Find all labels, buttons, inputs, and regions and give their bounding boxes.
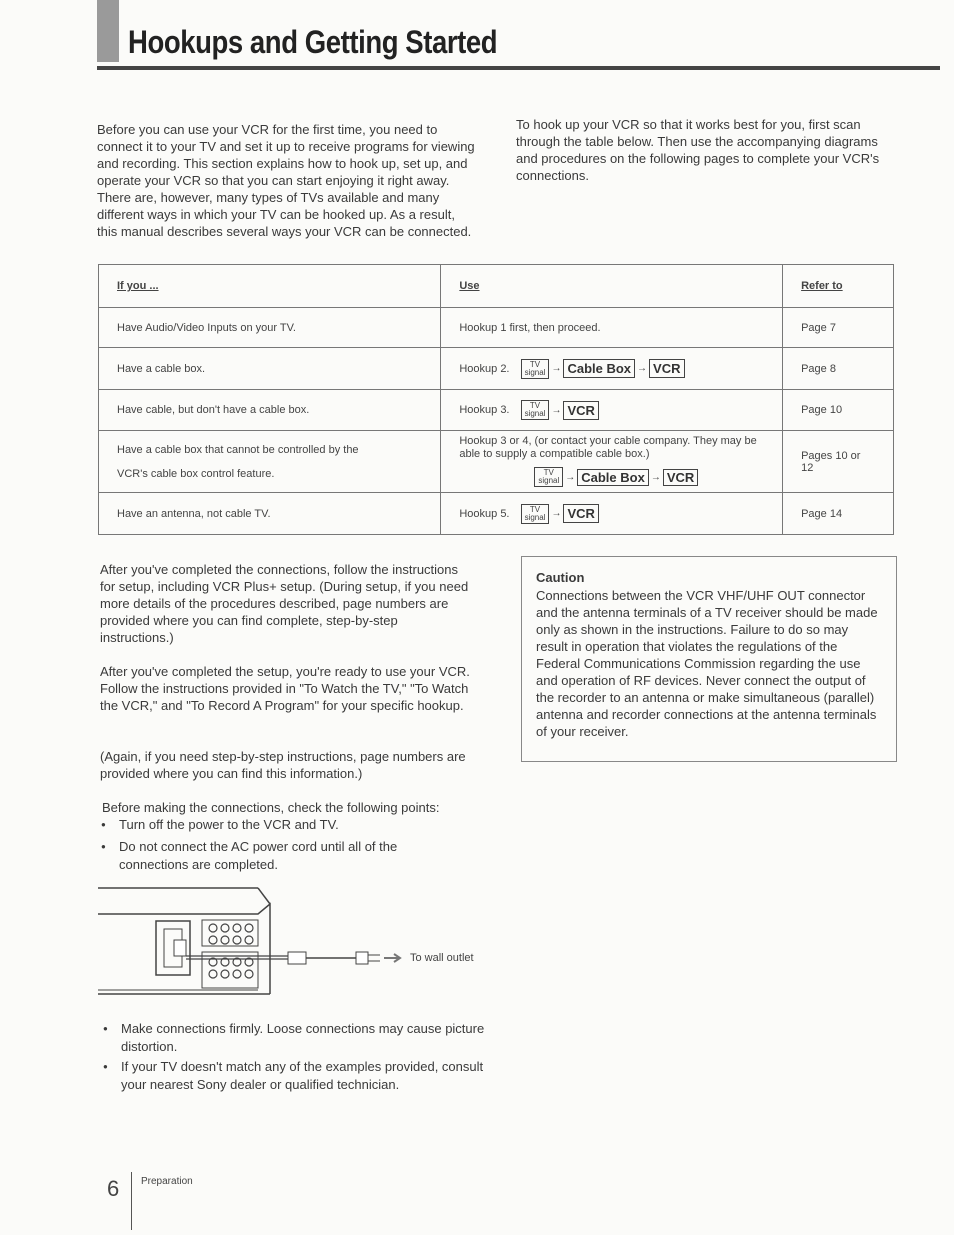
col-header-if: If you ... <box>99 265 441 308</box>
col-header-use: Use <box>441 265 783 308</box>
hookup-label: Hookup 2. <box>459 362 510 375</box>
list-item: ● If your TV doesn't match any of the examples provided, consult your nearest Sony dealer or qualified technician. <box>101 1058 491 1094</box>
signal-flow <box>534 467 698 487</box>
cell-if: Have a cable box. <box>99 348 441 390</box>
table-row <box>99 493 894 535</box>
cell-refer: Pages 10 or 12 <box>783 431 894 493</box>
caution-box <box>521 556 897 762</box>
cell-refer: Page 8 <box>783 348 894 390</box>
page-title: Hookups and Getting Started <box>128 24 498 60</box>
list-item: ● Make connections firmly. Loose connections may cause picture distortion. <box>101 1020 491 1056</box>
cell-refer: Page 14 <box>783 493 894 535</box>
usage-paragraph: After you've completed the setup, you're ready to use your VCR. Follow the instructions provided in "To Watch the TV," "To Watch the VCR," and "To Record A Program" for your specific hookup. <box>100 664 470 713</box>
arrow-icon: → <box>551 363 562 374</box>
arrow-icon: → <box>551 404 562 416</box>
tv-signal-box: TV signal <box>521 359 550 379</box>
list-item: ● Do not connect the AC power cord until all of the connections are completed. <box>99 838 439 874</box>
cell-use <box>441 348 783 390</box>
arrow-icon: → <box>565 471 576 483</box>
vcr-label: VCR <box>563 504 598 523</box>
cell-use <box>441 431 783 493</box>
cell-use: Hookup 1 first, then proceed. <box>441 308 783 348</box>
cell-refer: Page 7 <box>783 308 894 348</box>
hookup-label: Hookup 3 or 4, (or contact your cable company. They may be able to supply a compatible cable box.) <box>459 435 757 460</box>
intro-left: Before you can use your VCR for the first time, you need to connect it to your TV and set it up to receive programs for viewing and recording. This section explains how to hook up, set up, and operate your VCR so that you can start enjoying it right away. There are, however, many types of TVs available and many different ways in which your TV can be hooked up. As a result, this manual describes several ways your VCR can be connected. <box>97 122 475 239</box>
table-header-row <box>99 265 894 308</box>
table-row <box>99 390 894 431</box>
cell-use <box>441 390 783 431</box>
wall-outlet-label: To wall outlet <box>410 952 474 964</box>
setup-paragraph: After you've completed the connections, follow the instructions for setup, including VCR Plus+ setup. (During setup, if you need more details of the procedures described, page numbers are provided where you can find complete, step-by-step instructions.) <box>100 562 469 645</box>
hookup-table <box>98 264 894 535</box>
again-paragraph: (Again, if you need step-by-step instructions, page numbers are provided where you can find this information.) <box>100 749 466 781</box>
cell-if: Have cable, but don't have a cable box. <box>99 390 441 431</box>
cable-box-label: Cable Box <box>577 469 649 486</box>
title-accent-bar <box>97 0 119 62</box>
table-row <box>99 308 894 348</box>
hookup-label: Hookup 3. <box>459 403 510 416</box>
caution-text: Connections between the VCR VHF/UHF OUT connector and the antenna terminals of a TV receiver should be made only as shown in the instructions. Failure to do so may result in operation that violates the regulations of the Federal Communications Commission regarding the use and operation of RF devices. Never connect the output of the recorder to an antenna or make simultaneous (parallel) antenna and recorder connections at the antenna terminals of your receiver. <box>536 588 878 739</box>
table-row <box>99 348 894 390</box>
vcr-rear-panel-diagram <box>98 884 493 1000</box>
vcr-label: VCR <box>563 401 598 420</box>
table-row <box>99 431 894 493</box>
cable-box-label: Cable Box <box>563 359 635 378</box>
tv-signal-box: TV signal <box>521 400 550 420</box>
cell-if: Have a cable box that cannot be controlled by the VCR's cable box control feature. <box>99 431 441 493</box>
intro-right: To hook up your VCR so that it works best for you, first scan through the table below. Then use the accompanying diagrams and procedures on the following pages to complete your VCR's connections. <box>516 117 880 183</box>
cell-if: Have Audio/Video Inputs on your TV. <box>99 308 441 348</box>
arrow-icon: → <box>637 363 648 374</box>
signal-flow <box>521 400 599 420</box>
page-number: 6 <box>107 1176 120 1201</box>
checklist-intro: Before making the connections, check the following points: <box>102 800 440 815</box>
cell-if: Have an antenna, not cable TV. <box>99 493 441 535</box>
cell-use <box>441 493 783 535</box>
arrow-icon: → <box>551 508 562 519</box>
arrow-icon: → <box>650 471 661 483</box>
cell-refer: Page 10 <box>783 390 894 431</box>
caution-title: Caution <box>536 570 585 585</box>
vcr-label: VCR <box>663 469 698 486</box>
col-header-refer: Refer to <box>783 265 894 308</box>
signal-flow <box>521 359 685 379</box>
vcr-label: VCR <box>649 359 684 378</box>
hookup-label: Hookup 5. <box>459 507 510 520</box>
list-item: ● Turn off the power to the VCR and TV. <box>99 816 479 834</box>
tv-signal-box: TV signal <box>521 504 550 524</box>
footer-rule <box>131 1172 132 1230</box>
title-rule <box>97 66 940 70</box>
signal-flow <box>521 504 599 524</box>
section-label: Preparation <box>141 1176 193 1187</box>
tv-signal-box: TV signal <box>534 467 563 487</box>
